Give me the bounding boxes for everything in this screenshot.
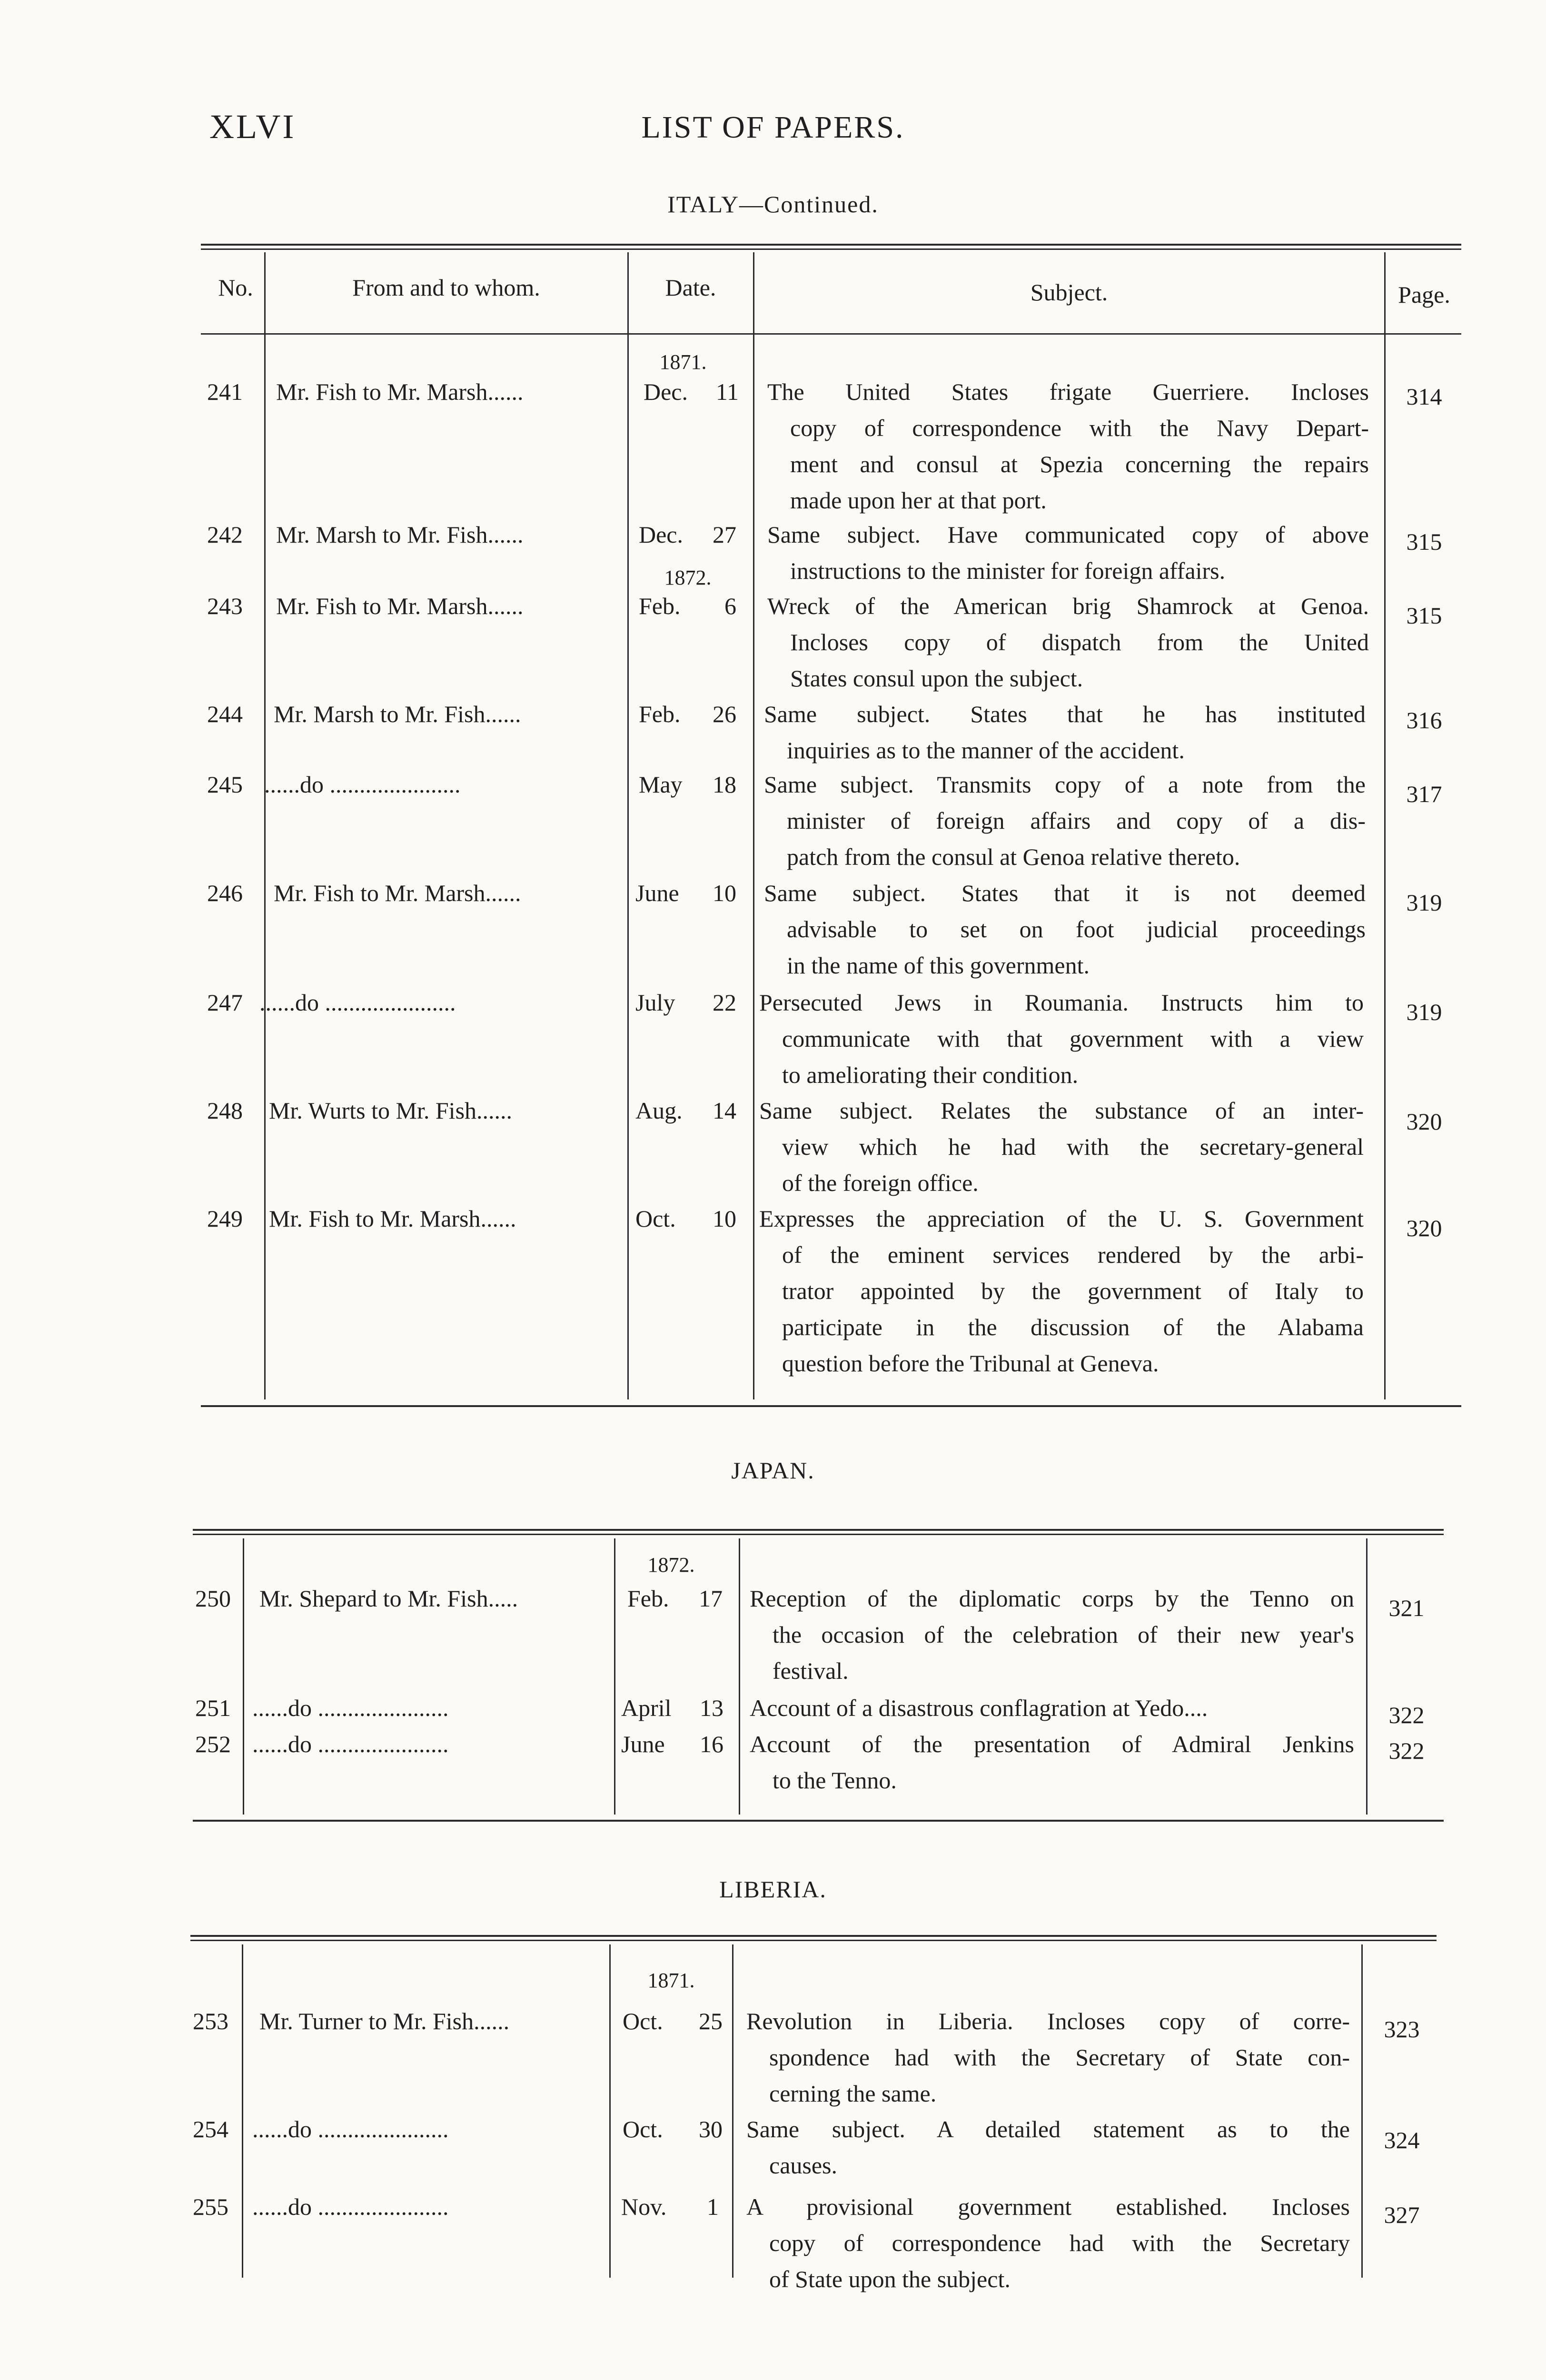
table-rule (201, 333, 1461, 335)
date-day: 13 (700, 1695, 723, 1721)
date-year: 1871. (647, 1969, 695, 1992)
subject-line: Same subject. Transmits copy of a note from the (764, 771, 1366, 798)
subject-line: to ameliorating their condition. (782, 1061, 1079, 1088)
subject-line: A provisional government established. Incloses (746, 2193, 1350, 2220)
section-title-liberia: LIBERIA. (719, 1876, 827, 1903)
row-no: 248 (207, 1097, 243, 1124)
date-month: Aug. (635, 1097, 683, 1124)
row-page: 322 (1388, 1702, 1425, 1728)
table-rule (193, 1529, 1444, 1531)
row-from-to: Mr. Fish to Mr. Marsh...... (274, 880, 521, 906)
date-day: 26 (713, 701, 736, 727)
row-subject (759, 1092, 1364, 1201)
row-date (639, 588, 736, 624)
date-month: Feb. (639, 593, 681, 619)
row-page: 320 (1406, 1215, 1442, 1241)
row-page: 320 (1406, 1108, 1442, 1135)
subject-line: to the Tenno. (773, 1767, 897, 1794)
subject-line: Wreck of the American brig Shamrock at Genoa. (767, 593, 1369, 619)
subject-line: patch from the consul at Genoa relative thereto. (787, 843, 1240, 870)
column-divider (732, 1944, 733, 2278)
date-day: 30 (699, 2116, 723, 2142)
subject-line: question before the Tribunal at Geneva. (782, 1350, 1159, 1377)
date-month: Oct. (635, 1205, 676, 1232)
column-divider (753, 252, 754, 1399)
table-rule (193, 1534, 1444, 1535)
date-year: 1872. (647, 1553, 695, 1577)
subject-line: of the foreign office. (782, 1170, 979, 1196)
row-page: 315 (1406, 528, 1442, 555)
row-date (639, 696, 736, 732)
date-month: July (635, 989, 675, 1016)
row-from-to: Mr. Shepard to Mr. Fish..... (259, 1585, 518, 1612)
date-month: Dec. (639, 521, 683, 548)
subject-line: festival. (773, 1657, 849, 1684)
row-subject (764, 766, 1366, 875)
subject-line: Persecuted Jews in Roumania. Instructs him to (759, 989, 1364, 1016)
row-subject (750, 1690, 1354, 1726)
header-date: Date. (665, 274, 716, 301)
subject-line: the occasion of the celebration of their new year's (773, 1621, 1354, 1648)
subject-line: causes. (769, 2152, 837, 2179)
header-page: Page. (1398, 281, 1450, 308)
row-from-to: Mr. Turner to Mr. Fish...... (259, 2008, 510, 2034)
header-no: No. (218, 274, 253, 301)
date-month: Feb. (639, 701, 681, 727)
date-day: 18 (713, 771, 736, 798)
date-day: 16 (700, 1731, 723, 1757)
row-from-to: Mr. Wurts to Mr. Fish...... (269, 1097, 513, 1124)
row-date (621, 1690, 723, 1726)
date-day: 27 (713, 521, 736, 548)
row-from-to: ......do ...................... (259, 989, 456, 1016)
row-no: 242 (207, 521, 243, 548)
row-subject (759, 1200, 1364, 1381)
table-rule (193, 1820, 1444, 1822)
column-divider (614, 1538, 615, 1815)
row-from-to: Mr. Marsh to Mr. Fish...... (274, 701, 521, 727)
table-rule (201, 244, 1461, 246)
date-day: 6 (724, 593, 736, 619)
row-no: 250 (195, 1585, 231, 1612)
row-from-to: ......do ...................... (252, 2116, 449, 2142)
subject-line: inquiries as to the manner of the accident. (787, 737, 1185, 764)
row-page: 315 (1406, 602, 1442, 629)
row-no: 245 (207, 771, 243, 798)
subject-line: made upon her at that port. (790, 487, 1047, 514)
column-divider (627, 252, 629, 1399)
subject-line: advisable to set on foot judicial proceedings (787, 916, 1366, 942)
subject-line: minister of foreign affairs and copy of a dis- (787, 807, 1366, 834)
row-no: 255 (193, 2193, 228, 2220)
row-date (644, 374, 739, 410)
date-day: 10 (713, 1205, 736, 1232)
row-page: 321 (1388, 1595, 1425, 1621)
row-page: 322 (1388, 1737, 1425, 1764)
row-no: 253 (193, 2008, 228, 2034)
row-no: 252 (195, 1731, 231, 1757)
subject-line: Reception of the diplomatic corps by the Tenno on (750, 1585, 1354, 1612)
column-divider (1366, 1538, 1368, 1815)
row-no: 241 (207, 378, 243, 405)
row-subject (767, 516, 1369, 589)
row-date (635, 984, 736, 1021)
date-month: April (621, 1695, 672, 1721)
subject-line: in the name of this government. (787, 952, 1090, 979)
row-from-to: Mr. Fish to Mr. Marsh...... (269, 1205, 516, 1232)
subject-line: Same subject. Have communicated copy of above (767, 521, 1369, 548)
row-date (627, 1580, 723, 1616)
column-divider (243, 1538, 244, 1815)
subject-line: communicate with that government with a view (782, 1025, 1364, 1052)
header-subject: Subject. (1030, 279, 1108, 306)
row-page: 317 (1406, 781, 1442, 807)
subject-line: Same subject. Relates the substance of an inter- (759, 1097, 1364, 1124)
row-page: 319 (1406, 889, 1442, 916)
date-year: 1872. (664, 566, 712, 589)
row-no: 247 (207, 989, 243, 1016)
row-subject (746, 2189, 1350, 2297)
subject-line: view which he had with the secretary-general (782, 1133, 1364, 1160)
row-from-to: Mr. Marsh to Mr. Fish...... (276, 521, 524, 548)
row-subject (767, 374, 1369, 518)
subject-line: spondence had with the Secretary of State con- (769, 2044, 1350, 2071)
date-day: 10 (713, 880, 736, 906)
column-divider (1361, 1944, 1363, 2278)
row-date (639, 516, 736, 553)
subject-line: Incloses copy of dispatch from the United (790, 629, 1369, 655)
row-subject (767, 588, 1369, 696)
row-no: 254 (193, 2116, 228, 2142)
row-date (635, 1092, 736, 1129)
row-date (639, 766, 736, 803)
subject-line: Account of the presentation of Admiral Jenkins (750, 1731, 1354, 1757)
section-title-italy: ITALY—Continued. (667, 191, 879, 218)
header-from-to: From and to whom. (352, 274, 540, 301)
row-subject (746, 2003, 1350, 2112)
row-page: 316 (1406, 707, 1442, 734)
subject-line: States consul upon the subject. (790, 665, 1083, 692)
row-date (621, 1726, 723, 1762)
row-from-to: Mr. Fish to Mr. Marsh...... (276, 593, 524, 619)
date-day: 14 (713, 1097, 736, 1124)
subject-line: cerning the same. (769, 2080, 937, 2107)
table-rule (201, 248, 1461, 250)
row-subject (746, 2111, 1350, 2183)
date-month: Oct. (623, 2116, 663, 2142)
row-no: 246 (207, 880, 243, 906)
row-subject (759, 984, 1364, 1093)
row-from-to: ......do ...................... (252, 2193, 449, 2220)
date-day: 17 (699, 1585, 723, 1612)
row-date (635, 875, 736, 911)
subject-line: participate in the discussion of the Alabama (782, 1314, 1364, 1340)
date-month: Oct. (623, 2008, 663, 2034)
subject-line: Expresses the appreciation of the U. S. Government (759, 1205, 1364, 1232)
table-rule (190, 1935, 1437, 1937)
subject-line: Same subject. States that he has instituted (764, 701, 1366, 727)
row-page: 319 (1406, 999, 1442, 1025)
section-title-japan: JAPAN. (731, 1457, 815, 1484)
subject-line: copy of correspondence with the Navy Depart- (790, 415, 1369, 441)
column-divider (739, 1538, 740, 1815)
row-subject (750, 1580, 1354, 1689)
subject-line: of the eminent services rendered by the arbi- (782, 1241, 1364, 1268)
column-divider (242, 1944, 243, 2278)
row-from-to: Mr. Fish to Mr. Marsh...... (276, 378, 524, 405)
row-date (623, 2111, 723, 2147)
row-no: 249 (207, 1205, 243, 1232)
date-month: May (639, 771, 683, 798)
row-page: 314 (1406, 383, 1442, 410)
subject-line: instructions to the minister for foreign affairs. (790, 557, 1226, 584)
subject-line: copy of correspondence had with the Secretary (769, 2230, 1350, 2256)
date-day: 1 (707, 2193, 719, 2220)
subject-line: trator appointed by the government of Italy to (782, 1278, 1364, 1304)
row-date (623, 2003, 723, 2039)
date-year: 1871. (659, 350, 707, 374)
page-number: XLVI (209, 108, 296, 146)
table-rule (201, 1405, 1461, 1407)
row-from-to: ......do ...................... (252, 1695, 449, 1721)
date-month: June (621, 1731, 665, 1757)
row-date (621, 2189, 719, 2225)
subject-line: The United States frigate Guerriere. Incloses (767, 378, 1369, 405)
row-no: 251 (195, 1695, 231, 1721)
subject-line: Same subject. A detailed statement as to the (746, 2116, 1350, 2142)
date-day: 25 (699, 2008, 723, 2034)
row-page: 324 (1384, 2127, 1420, 2153)
row-subject (750, 1726, 1354, 1798)
date-month: Feb. (627, 1585, 669, 1612)
date-month: Dec. (644, 378, 688, 405)
row-from-to: ......do ...................... (252, 1731, 449, 1757)
table-rule (190, 1940, 1437, 1941)
subject-line: Same subject. States that it is not deemed (764, 880, 1366, 906)
subject-line: Revolution in Liberia. Incloses copy of corre- (746, 2008, 1350, 2034)
row-from-to: ......do ...................... (264, 771, 461, 798)
row-page: 327 (1384, 2202, 1420, 2228)
row-date (635, 1200, 736, 1237)
subject-line: Account of a disastrous conflagration at Yedo.... (750, 1695, 1208, 1721)
date-month: Nov. (621, 2193, 667, 2220)
column-divider (609, 1944, 611, 2278)
column-divider (1384, 252, 1386, 1399)
row-subject (764, 696, 1366, 768)
row-page: 323 (1384, 2016, 1420, 2043)
subject-line: ment and consul at Spezia concerning the repairs (790, 451, 1369, 477)
column-divider (264, 252, 266, 1399)
date-month: June (635, 880, 679, 906)
row-subject (764, 875, 1366, 983)
row-no: 243 (207, 593, 243, 619)
row-no: 244 (207, 701, 243, 727)
subject-line: of State upon the subject. (769, 2266, 1011, 2292)
page-title: LIST OF PAPERS. (641, 110, 905, 145)
date-day: 22 (713, 989, 736, 1016)
date-day: 11 (715, 378, 739, 405)
